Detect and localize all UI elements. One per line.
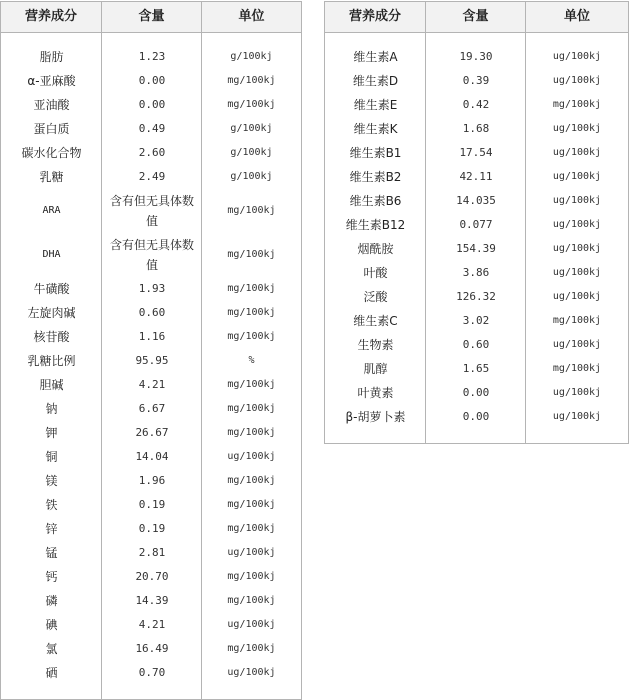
table-row <box>1 349 301 373</box>
nutrient-unit: mg/100kj <box>227 307 276 318</box>
nutrient-unit: mg/100kj <box>227 595 276 606</box>
table-row <box>1 445 301 469</box>
nutrient-name: 铜 <box>45 450 58 464</box>
nutrient-name: 左旋肉碱 <box>27 306 76 320</box>
table-row <box>1 141 301 165</box>
nutrient-unit: mg/100kj <box>227 249 276 260</box>
nutrient-unit: ug/100kj <box>552 123 602 134</box>
nutrient-unit: ug/100kj <box>552 243 602 254</box>
table-header <box>325 2 628 33</box>
table-body <box>1 33 301 700</box>
nutrient-unit: ug/100kj <box>552 387 602 398</box>
header-nutrient: 营养成分 <box>1 2 102 32</box>
table-row <box>325 165 628 189</box>
nutrient-amount: 3.02 <box>462 314 490 327</box>
nutrient-amount: 4.21 <box>138 618 166 631</box>
nutrient-name: 硒 <box>45 666 58 680</box>
nutrient-unit: mg/100kj <box>552 315 602 326</box>
nutrition-table-right <box>324 1 629 444</box>
nutrient-name: 生物素 <box>357 338 394 352</box>
nutrient-amount: 0.42 <box>462 98 490 111</box>
nutrient-unit: g/100kj <box>230 51 273 62</box>
nutrient-name: 维生素E <box>353 98 398 112</box>
nutrient-unit: ug/100kj <box>227 667 276 678</box>
nutrient-amount: 95.95 <box>135 354 169 367</box>
nutrient-amount: 14.39 <box>135 594 169 607</box>
nutrient-name: 维生素C <box>353 314 398 328</box>
nutrient-unit: ug/100kj <box>552 147 602 158</box>
nutrient-amount: 1.93 <box>138 282 166 295</box>
nutrient-name: 钠 <box>45 402 58 416</box>
nutrient-name: 维生素K <box>353 122 398 136</box>
header-unit: 单位 <box>563 9 590 24</box>
nutrient-amount: 0.60 <box>138 306 166 319</box>
header-unit: 单位 <box>238 9 265 24</box>
nutrient-name: DHA <box>42 249 61 260</box>
table-row <box>325 45 628 69</box>
nutrient-amount: 26.67 <box>135 426 169 439</box>
table-row <box>1 613 301 637</box>
table-row <box>325 213 628 237</box>
nutrient-unit: ug/100kj <box>227 619 276 630</box>
nutrient-unit: mg/100kj <box>227 643 276 654</box>
header-nutrient: 营养成分 <box>325 2 426 32</box>
nutrient-name: 钾 <box>45 426 58 440</box>
table-row <box>1 373 301 397</box>
nutrient-name: 碘 <box>45 618 58 632</box>
nutrient-unit: mg/100kj <box>227 331 276 342</box>
table-row <box>1 397 301 421</box>
nutrient-amount: 126.32 <box>456 290 496 303</box>
nutrient-unit: mg/100kj <box>227 379 276 390</box>
nutrient-amount: 2.60 <box>138 146 166 159</box>
table-row <box>325 309 628 333</box>
nutrient-name: 乳糖比例 <box>27 354 76 368</box>
nutrient-amount: 16.49 <box>135 642 169 655</box>
table-row <box>325 189 628 213</box>
nutrient-name: 肌醇 <box>363 362 388 376</box>
table-row <box>325 261 628 285</box>
nutrient-name: 碳水化合物 <box>21 146 82 160</box>
nutrition-table-left <box>0 1 302 700</box>
nutrient-unit: g/100kj <box>230 171 273 182</box>
table-row <box>1 637 301 661</box>
table-row <box>325 69 628 93</box>
nutrient-name: 维生素D <box>352 74 399 88</box>
table-row <box>325 405 628 429</box>
table-row <box>1 565 301 589</box>
table-row <box>1 661 301 685</box>
nutrient-name: 维生素A <box>353 50 398 64</box>
nutrient-unit: mg/100kj <box>552 363 602 374</box>
nutrient-amount: 0.70 <box>138 666 166 679</box>
table-rows <box>325 33 628 429</box>
table-row <box>1 69 301 93</box>
nutrient-name: 维生素B2 <box>349 170 402 184</box>
table-row <box>1 325 301 349</box>
table-row <box>325 93 628 117</box>
table-row <box>325 357 628 381</box>
nutrient-unit: mg/100kj <box>227 475 276 486</box>
nutrient-name: 叶酸 <box>363 266 388 280</box>
nutrient-amount: 2.81 <box>138 546 166 559</box>
nutrient-amount: 1.23 <box>138 50 166 63</box>
nutrient-unit: ug/100kj <box>227 451 276 462</box>
table-row <box>1 117 301 141</box>
nutrient-unit: ug/100kj <box>552 267 602 278</box>
nutrient-name: 维生素B12 <box>345 218 406 232</box>
nutrient-name: 蛋白质 <box>33 122 70 136</box>
nutrient-unit: % <box>248 355 255 366</box>
table-row <box>1 493 301 517</box>
table-row <box>1 469 301 493</box>
nutrient-name: 核苷酸 <box>33 330 70 344</box>
nutrient-unit: ug/100kj <box>552 51 602 62</box>
nutrient-name: 维生素B1 <box>349 146 402 160</box>
nutrient-unit: mg/100kj <box>227 75 276 86</box>
table-rows <box>1 33 301 685</box>
nutrient-amount: 154.39 <box>456 242 496 255</box>
table-row <box>325 237 628 261</box>
nutrient-amount: 0.19 <box>138 522 166 535</box>
nutrient-amount: 0.60 <box>462 338 490 351</box>
table-row <box>325 117 628 141</box>
nutrient-unit: mg/100kj <box>227 403 276 414</box>
nutrient-name: 锰 <box>45 546 58 560</box>
table-row <box>1 421 301 445</box>
nutrient-amount: 0.00 <box>138 74 166 87</box>
table-row <box>1 277 301 301</box>
nutrient-amount: 0.49 <box>138 122 166 135</box>
nutrient-unit: ug/100kj <box>552 291 602 302</box>
nutrient-unit: ug/100kj <box>552 219 602 230</box>
nutrient-amount: 42.11 <box>459 170 493 183</box>
table-body <box>325 33 628 444</box>
nutrient-amount: 3.86 <box>462 266 490 279</box>
nutrient-unit: mg/100kj <box>227 523 276 534</box>
table-row <box>1 301 301 325</box>
nutrient-amount: 4.21 <box>138 378 166 391</box>
table-row <box>1 93 301 117</box>
nutrient-unit: mg/100kj <box>227 499 276 510</box>
nutrient-amount: 含有但无具体数值 <box>109 238 194 272</box>
nutrient-name: 磷 <box>45 594 58 608</box>
nutrient-unit: ug/100kj <box>552 195 602 206</box>
nutrient-unit: mg/100kj <box>227 571 276 582</box>
header-amount: 含量 <box>426 2 526 32</box>
nutrient-name: 铁 <box>45 498 58 512</box>
nutrient-unit: ug/100kj <box>552 171 602 182</box>
nutrient-unit: g/100kj <box>230 147 273 158</box>
nutrient-amount: 0.00 <box>462 386 490 399</box>
table-row <box>1 165 301 189</box>
nutrient-name: 氯 <box>45 642 58 656</box>
nutrient-name: 牛磺酸 <box>33 282 70 296</box>
table-row <box>325 333 628 357</box>
nutrient-unit: mg/100kj <box>552 99 602 110</box>
nutrient-unit: g/100kj <box>230 123 273 134</box>
nutrient-amount: 0.077 <box>459 218 493 231</box>
nutrient-amount: 14.04 <box>135 450 169 463</box>
nutrient-unit: mg/100kj <box>227 427 276 438</box>
nutrient-name: 烟酰胺 <box>357 242 394 256</box>
nutrient-amount: 1.96 <box>138 474 166 487</box>
nutrient-unit: ug/100kj <box>552 339 602 350</box>
nutrient-name: 锌 <box>45 522 58 536</box>
nutrient-unit: mg/100kj <box>227 283 276 294</box>
nutrient-name: 泛酸 <box>363 290 388 304</box>
table-row <box>325 381 628 405</box>
table-row <box>1 517 301 541</box>
nutrient-name: β-胡萝卜素 <box>345 410 406 424</box>
table-header <box>1 2 301 33</box>
table-row <box>325 285 628 309</box>
nutrient-unit: ug/100kj <box>552 75 602 86</box>
nutrient-name: 胆碱 <box>39 378 64 392</box>
table-row <box>325 141 628 165</box>
nutrient-amount: 0.00 <box>138 98 166 111</box>
nutrient-amount: 含有但无具体数值 <box>109 194 194 228</box>
nutrient-name: 镁 <box>45 474 58 488</box>
nutrient-name: 叶黄素 <box>357 386 394 400</box>
nutrient-unit: mg/100kj <box>227 99 276 110</box>
nutrient-amount: 20.70 <box>135 570 169 583</box>
nutrient-amount: 0.19 <box>138 498 166 511</box>
nutrient-amount: 1.16 <box>138 330 166 343</box>
nutrient-name: 维生素B6 <box>349 194 402 208</box>
nutrient-amount: 0.00 <box>462 410 490 423</box>
nutrient-name: 乳糖 <box>39 170 64 184</box>
nutrient-amount: 1.65 <box>462 362 490 375</box>
nutrient-name: 亚油酸 <box>33 98 70 112</box>
nutrient-amount: 6.67 <box>138 402 166 415</box>
nutrient-unit: mg/100kj <box>227 205 276 216</box>
header-amount: 含量 <box>102 2 202 32</box>
nutrient-name: 脂肪 <box>39 50 64 64</box>
nutrient-amount: 19.30 <box>459 50 493 63</box>
nutrient-amount: 0.39 <box>462 74 490 87</box>
nutrient-amount: 2.49 <box>138 170 166 183</box>
nutrient-name: 钙 <box>45 570 58 584</box>
nutrient-amount: 17.54 <box>459 146 493 159</box>
table-row <box>1 589 301 613</box>
nutrient-unit: ug/100kj <box>227 547 276 558</box>
table-row <box>1 45 301 69</box>
table-row <box>1 541 301 565</box>
nutrient-unit: ug/100kj <box>552 411 602 422</box>
nutrient-amount: 14.035 <box>456 194 496 207</box>
table-row <box>1 233 301 277</box>
table-row <box>1 189 301 233</box>
nutrient-name: ARA <box>42 205 61 216</box>
nutrient-name: α-亚麻酸 <box>27 74 76 88</box>
nutrient-amount: 1.68 <box>462 122 490 135</box>
